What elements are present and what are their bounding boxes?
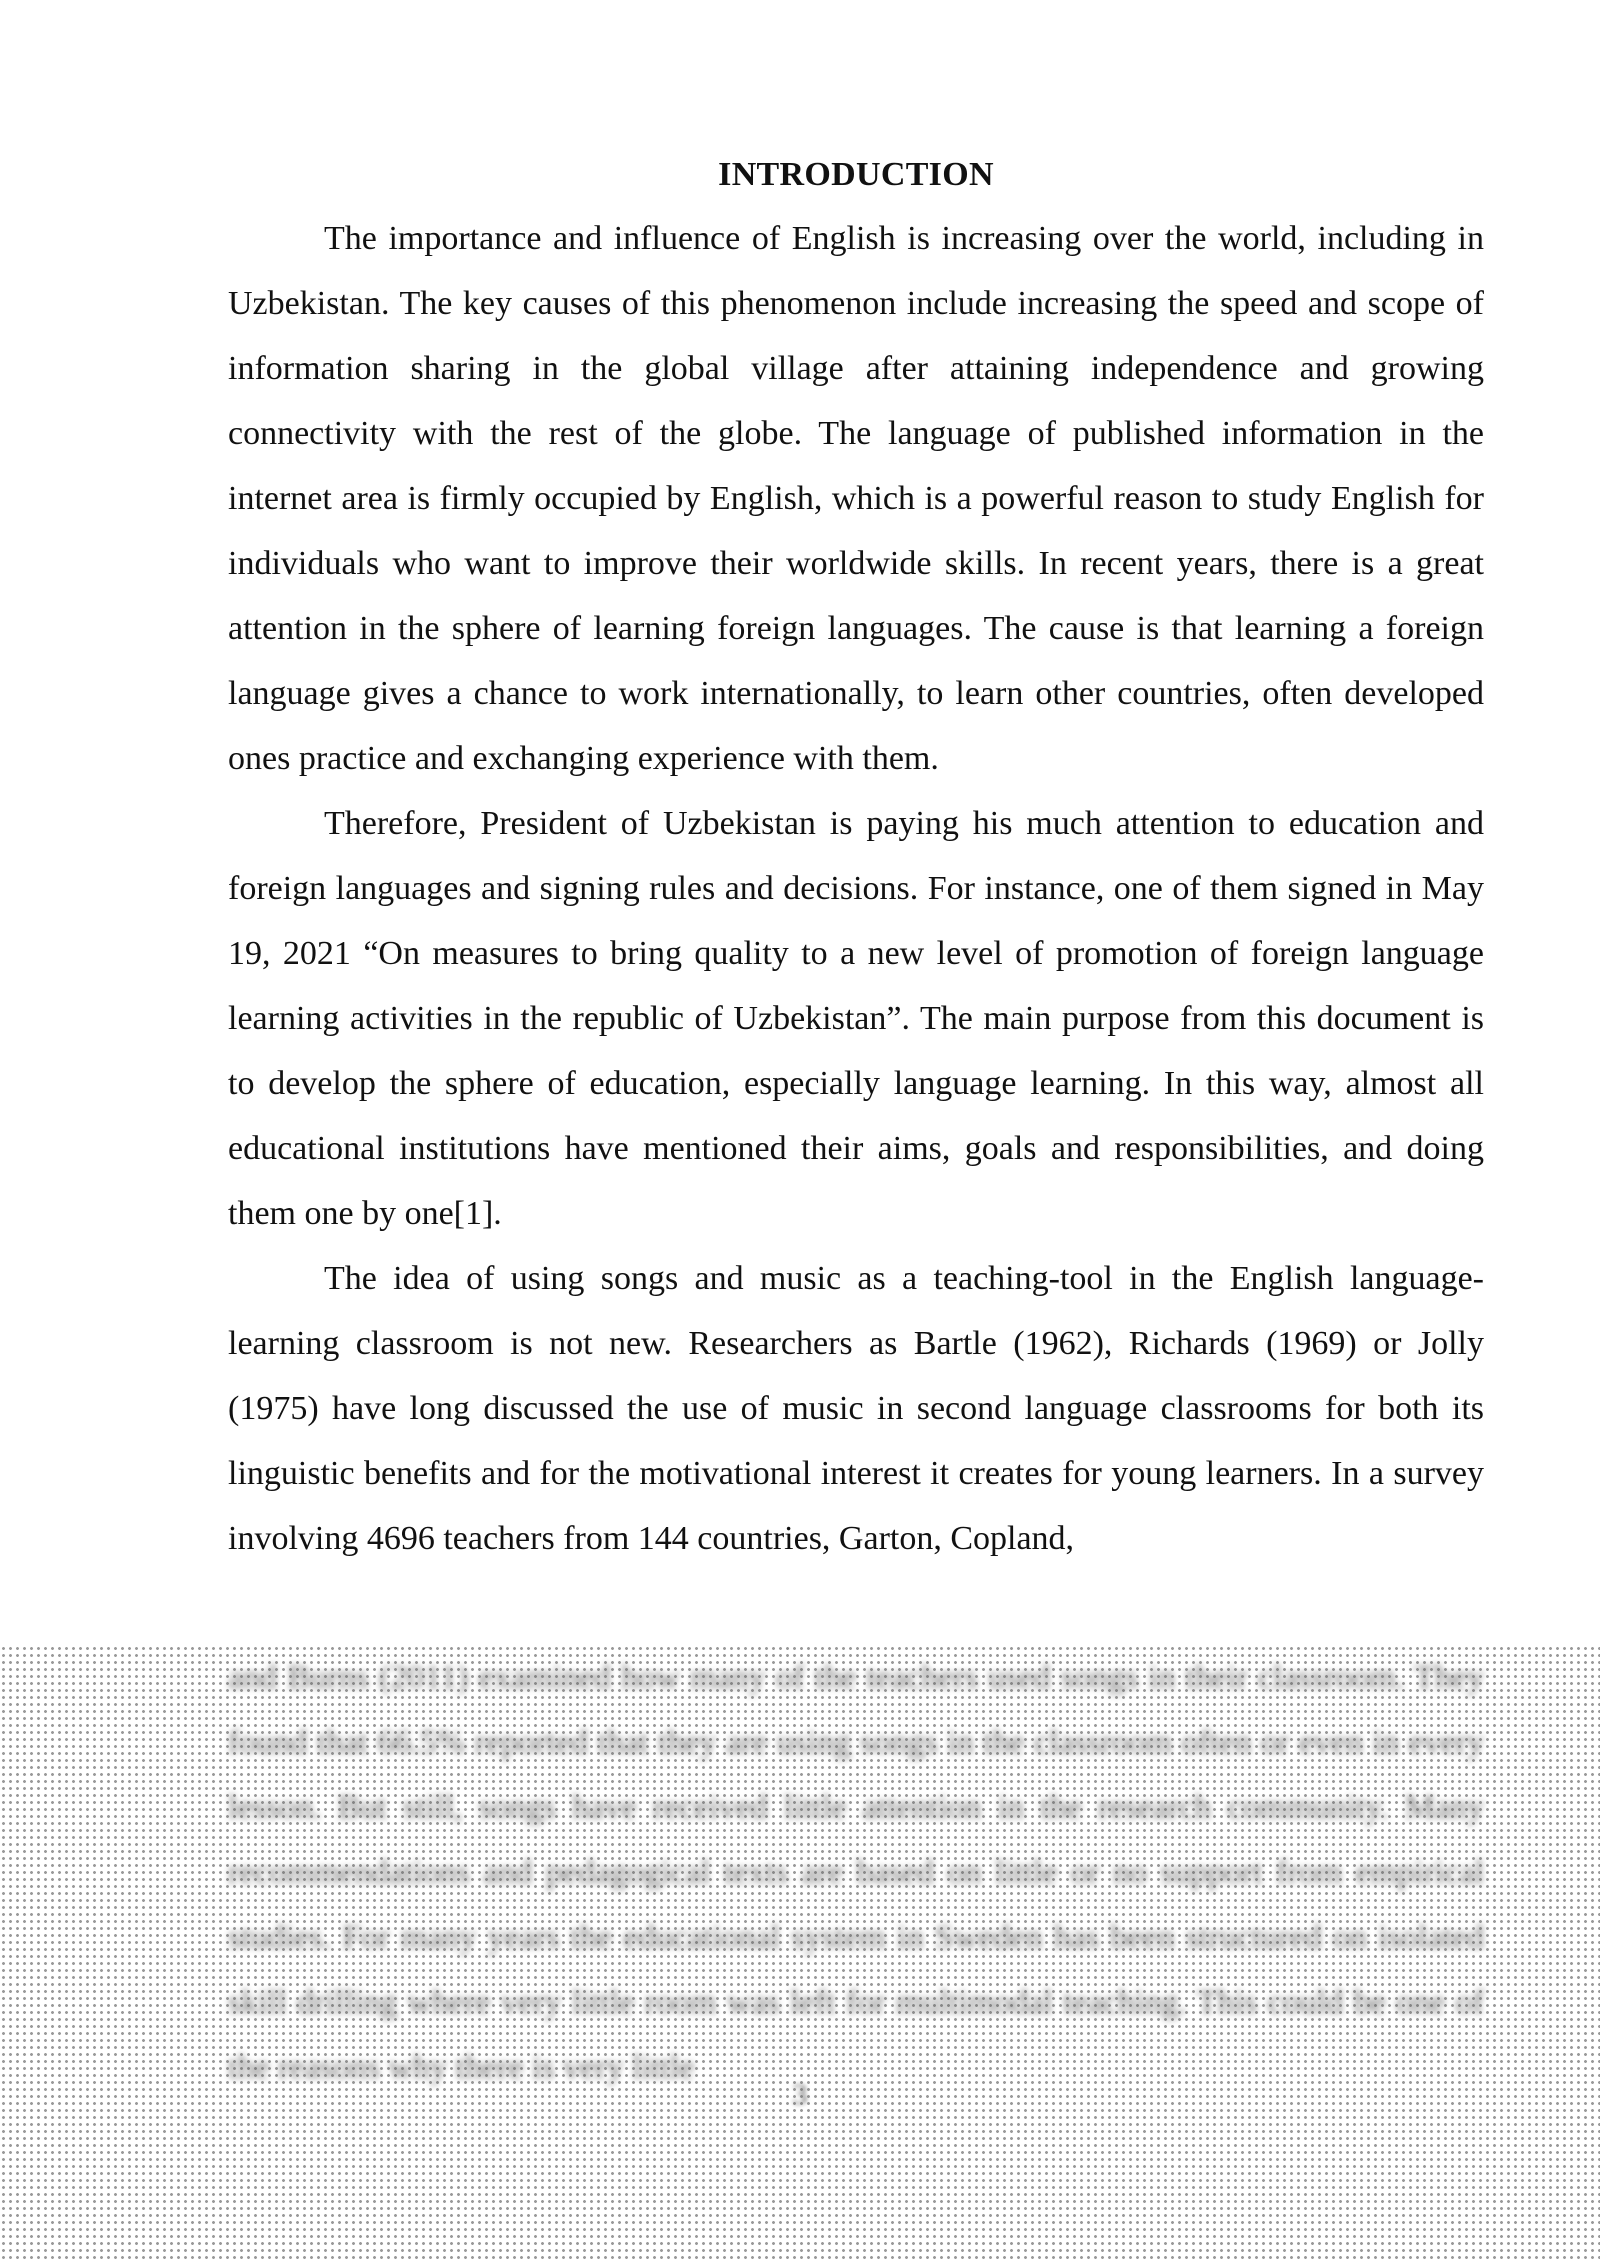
paragraph-3: The idea of using songs and music as a teaching-tool in the English language-learning classroom is not new. Researchers as Bartle (1962), Richards (1969) or Jolly (1975) have long discussed the use of music in second language classrooms for both its linguistic benefits and for the motivational interest it creates for young learners. In a survey involving 4696 teachers from 144 countries, Garton, Copland, bbox=[228, 1260, 1484, 1557]
paragraph-2: Therefore, President of Uzbekistan is paying his much attention to education and foreign languages and signing rules and decisions. For instance, one of them signed in May 19, 2021 “On measures to bring quality to a new level of promotion of foreign language learning activities in the republic of Uzbekistan”. The main purpose from this document is to develop the sphere of education, especially language learning. In this way, almost all educational institutions have mentioned their aims, goals and responsibilities, and doing them one by one[1]. bbox=[228, 805, 1484, 1232]
document-body bbox=[228, 150, 1484, 1571]
blurred-paragraph: and Burns (2011) examined how many of the teachers used songs in their classroom. They found that 66.5% reported that they are using songs in the classroom often or even in every lesson. But still, songs have received little attention in the research community. Many recommendations and pedagogical texts are based on little or no support from empirical studies. For many years the educational system in Sweden has been structured on isolated skill drilling where very little room was left for multimodal teaching. This could be one of the reasons why there is very little bbox=[228, 1659, 1484, 2086]
page-title: INTRODUCTION bbox=[718, 156, 994, 193]
paragraph-1: The importance and influence of English is increasing over the world, including in Uzbekistan. The key causes of this phenomenon include increasing the speed and scope of information sharing in the global village after attaining independence and growing connectivity with the rest of the globe. The language of published information in the internet area is firmly occupied by English, which is a powerful reason to study English for individuals who want to improve their worldwide skills. In recent years, there is a great attention in the sphere of learning foreign languages. The cause is that learning a foreign language gives a chance to work internationally, to learn other countries, often developed ones practice and exchanging experience with them. bbox=[228, 220, 1484, 777]
page-number: 3 bbox=[792, 2078, 808, 2111]
